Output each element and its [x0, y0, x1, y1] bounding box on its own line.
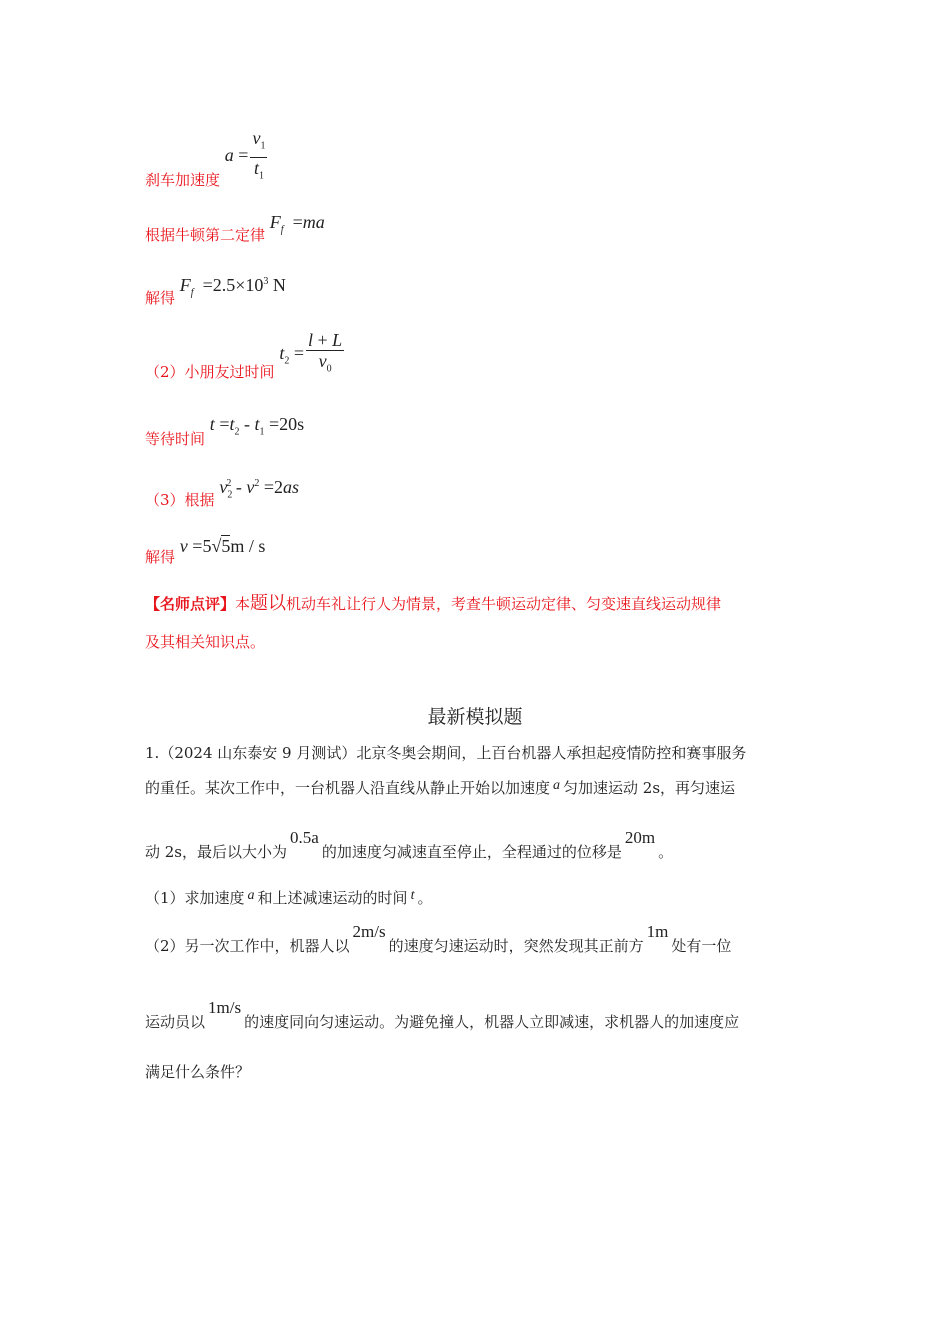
- wait-time-line: [145, 414, 305, 448]
- q2-text-c: 处有一位: [671, 937, 732, 955]
- q1-var-a: a: [247, 888, 255, 903]
- solve-label-1: 解得: [145, 289, 176, 307]
- problem-line2-a: 的重任。某次工作中，一台机器人沿直线从静止开始以加速度: [145, 779, 551, 797]
- problem-number: 1.: [145, 744, 160, 762]
- wait-time-equation: $t =t_2 - t_1 =20s$: [209, 414, 305, 438]
- problem-line3-b: 的加速度匀减速直至停止，全程通过的位移是: [321, 843, 622, 861]
- speed2-value: 1m/s: [208, 998, 242, 1017]
- problem-line-2: [145, 778, 735, 800]
- question-1: [145, 888, 432, 910]
- comment-text-b: 题以: [250, 593, 287, 614]
- problem-source: （2024 山东泰安 9 月测试）: [159, 744, 357, 762]
- var-a: a: [553, 778, 561, 793]
- brake-equation: a = $\frac{v_1}{t_1}$: [224, 128, 266, 182]
- problem-line-3: [145, 828, 674, 862]
- problem-line-1: [145, 743, 746, 763]
- kinematics-line: [145, 474, 299, 509]
- newton-label: 根据牛顿第二定律: [145, 226, 266, 244]
- gap-value: 1m: [646, 922, 669, 941]
- teacher-comment-line-1: [145, 594, 721, 614]
- part3-label: （3）根据: [145, 491, 215, 509]
- crossing-time-equation: $t_2$ = $\frac{l + L}{v_0}$: [279, 330, 343, 375]
- distance-value: 20m: [624, 828, 656, 847]
- problem-line2-b: 匀加速运动 2s，再匀速运: [563, 779, 736, 797]
- q1-text-b: 和上述减速运动的时间: [257, 889, 408, 907]
- q2-line2-b: 的速度同向匀速运动。为避免撞人，机器人立即减速，求机器人的加速度应: [244, 1013, 740, 1031]
- q2-line3: 满足什么条件？: [145, 1063, 251, 1081]
- speed1-value: 2m/s: [352, 922, 386, 941]
- velocity-result-equation: v =5√5m / s: [179, 536, 266, 556]
- newton-equation: $F_f =ma$: [269, 212, 325, 236]
- q2-line2-a: 运动员以: [145, 1013, 206, 1031]
- teacher-comment-line-2: [145, 632, 265, 652]
- half-a-value: 0.5a: [290, 828, 319, 847]
- comment-text-a: 本: [235, 595, 251, 613]
- q1-var-t: t: [410, 888, 415, 903]
- brake-acceleration-line: [145, 128, 269, 190]
- solve-label-2: 解得: [145, 548, 176, 566]
- question-2-line-2: [145, 998, 740, 1032]
- crossing-time-line: [145, 330, 346, 380]
- wait-label: 等待时间: [145, 430, 206, 448]
- velocity-result-line: [145, 536, 266, 566]
- q2-text-b: 的速度匀速运动时，突然发现其正前方: [388, 937, 644, 955]
- q2-text-a: （2）另一次工作中，机器人以: [145, 937, 350, 955]
- section-title: 最新模拟题: [427, 706, 523, 728]
- problem-line3-a: 动 2s，最后以大小为: [145, 843, 288, 861]
- comment-text-line2: 及其相关知识点。: [145, 633, 266, 651]
- problem-line3-c: 。: [658, 843, 674, 861]
- comment-tag: 【名师点评】: [145, 595, 236, 613]
- newton-law-line: [145, 212, 325, 244]
- question-2-line-3: [145, 1062, 250, 1082]
- comment-text-c: 机动车礼让行人为情景，考查牛顿运动定律、匀变速直线运动规律: [286, 595, 722, 613]
- friction-result-line: [145, 272, 286, 307]
- friction-result-equation: $F_f =2.5\times 10^3$ N: [179, 275, 286, 299]
- q1-text-a: （1）求加速度: [145, 889, 245, 907]
- problem-line1-text: 北京冬奥会期间，上百台机器人承担起疫情防控和赛事服务: [356, 744, 747, 762]
- kinematics-equation: $v_2^2 - v^2 =2as$: [219, 477, 299, 501]
- q1-text-c: 。: [417, 889, 433, 907]
- brake-label: 刹车加速度: [145, 171, 221, 190]
- question-2-line-1: [145, 922, 732, 956]
- part2-label: （2）小朋友过时间: [145, 362, 275, 381]
